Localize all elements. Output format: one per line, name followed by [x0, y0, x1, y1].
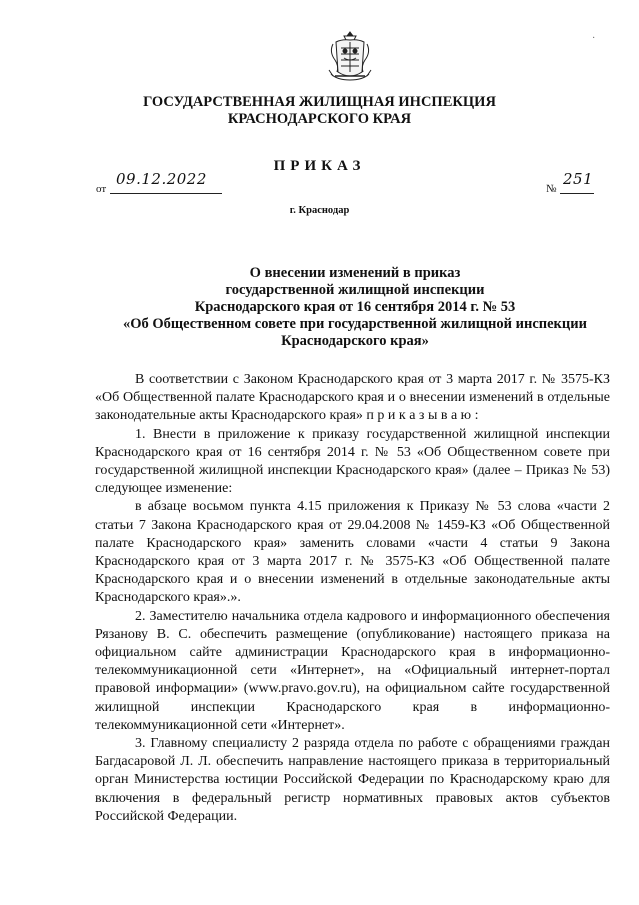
organization-name-line2: КРАСНОДАРСКОГО КРАЯ — [227, 111, 412, 127]
number-prefix: № — [546, 183, 557, 195]
paragraph-item-1: 1. Внести в приложение к приказу государственной жилищной инспекции Краснодарского края от 16 сентября 2014 г. № 53 «Об Общественном совете при государственной жилищной инспекции Краснодарского края» (далее – Приказ № 53) следующее изменение: — [95, 426, 610, 497]
document-title — [95, 265, 615, 350]
date-value: 09.12.2022 — [116, 170, 207, 188]
date-prefix: от — [96, 183, 107, 195]
title-line: Краснодарского края от 16 сентября 2014 г. № 53 — [194, 299, 516, 315]
paragraph-item-1-amendment: в абзаце восьмом пункта 4.15 приложения к Приказу № 53 слова «части 2 статьи 7 Закона Краснодарского края от 29.04.2008 № 1459-КЗ «Об Общественной палате Краснодарского края» заменить словами «части 4 статьи 9 Закона Краснодарского края от 3 марта 2017 г. № 3575-КЗ «Об Общественной палате Краснодарского края и о внесении изменений в отдельные законодательные акты Краснодарского края».». — [95, 499, 610, 606]
number-underline — [560, 193, 594, 194]
document-body — [95, 371, 610, 826]
paragraph-item-2: 2. Заместителю начальника отдела кадрового и информационного обеспечения Рязанову В. С. обеспечить размещение (опубликование) настоящего приказа на официальном сайте администрации Краснодарского края в информационно-телекоммуникационной сети «Интернет», на «Официальный интернет-портал правовой информации» (www.pravo.gov.ru), на официальном сайте государственной жилищной инспекции Краснодарского края в информационно-телекоммуникационной сети «Интернет». — [95, 608, 610, 733]
paragraph-preamble: В соответствии с Законом Краснодарского края от 3 марта 2017 г. № 3575-КЗ «Об Общественной палате Краснодарского края и о внесении изменений в отдельные законодательные акты Краснодарского края» п р и к а з ы в а ю : — [95, 372, 610, 424]
city: г. Краснодар — [289, 205, 350, 216]
title-line: Краснодарского края» — [281, 333, 429, 349]
corner-mark: · — [592, 33, 596, 44]
coat-of-arms-emblem-icon — [327, 30, 373, 84]
paragraph-item-3: 3. Главному специалисту 2 разряда отдела по работе с обращениями граждан Багдасаровой Л. Л. обеспечить направление настоящего приказа в территориальный орган Министерства юстиции Российской Федерации по Краснодарскому краю для включения в федеральный регистр нормативных правовых актов субъектов Российской Федерации. — [95, 736, 610, 824]
title-line: государственной жилищной инспекции — [225, 282, 485, 298]
number-value: 251 — [563, 170, 594, 188]
document-type: ПРИКАЗ — [273, 158, 366, 174]
date-underline — [110, 193, 222, 194]
title-line: «Об Общественном совете при государственной жилищной инспекции — [123, 316, 587, 332]
title-line: О внесении изменений в приказ — [249, 265, 461, 281]
organization-name-line1: ГОСУДАРСТВЕННАЯ ЖИЛИЩНАЯ ИНСПЕКЦИЯ — [143, 94, 496, 110]
